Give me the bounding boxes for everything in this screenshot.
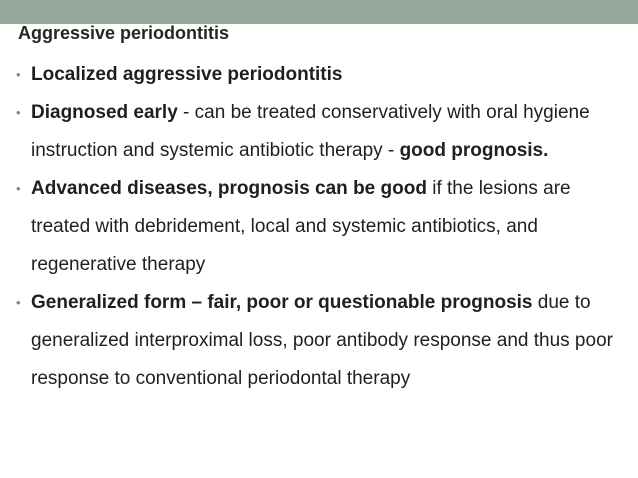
bullet-advanced-text: if the lesions are treated with debridement, local and systemic antibiotics, and regenerative therapy — [31, 178, 571, 275]
bullet-advanced — [16, 170, 626, 284]
bullet-generalized-bold: Generalized form – fair, poor or questionable prognosis — [31, 292, 533, 313]
bullet-generalized-text: due to generalized interproximal loss, poor antibody response and thus poor response to conventional periodontal therapy — [31, 292, 613, 389]
bullet-diagnosed-bold: Diagnosed early — [31, 102, 178, 123]
bullet-marker: • — [16, 105, 21, 120]
slide-title: Aggressive periodontitis — [18, 23, 230, 43]
bullet-generalized — [16, 284, 626, 398]
bullet-localized — [16, 56, 626, 94]
bullet-marker: • — [16, 67, 21, 82]
slide-body — [16, 56, 626, 398]
bullet-localized-bold: Localized aggressive periodontitis — [31, 64, 343, 85]
bullet-diagnosed-text: - can be treated conservatively with oral hygiene instruction and systemic antibiotic therapy - — [31, 102, 590, 161]
bullet-marker: • — [16, 181, 21, 196]
bullet-diagnosed-prognosis: good prognosis. — [399, 140, 549, 161]
bullet-advanced-bold: Advanced diseases, prognosis can be good — [31, 178, 427, 199]
bullet-marker: • — [16, 295, 21, 310]
bullet-diagnosed-early — [16, 94, 626, 170]
